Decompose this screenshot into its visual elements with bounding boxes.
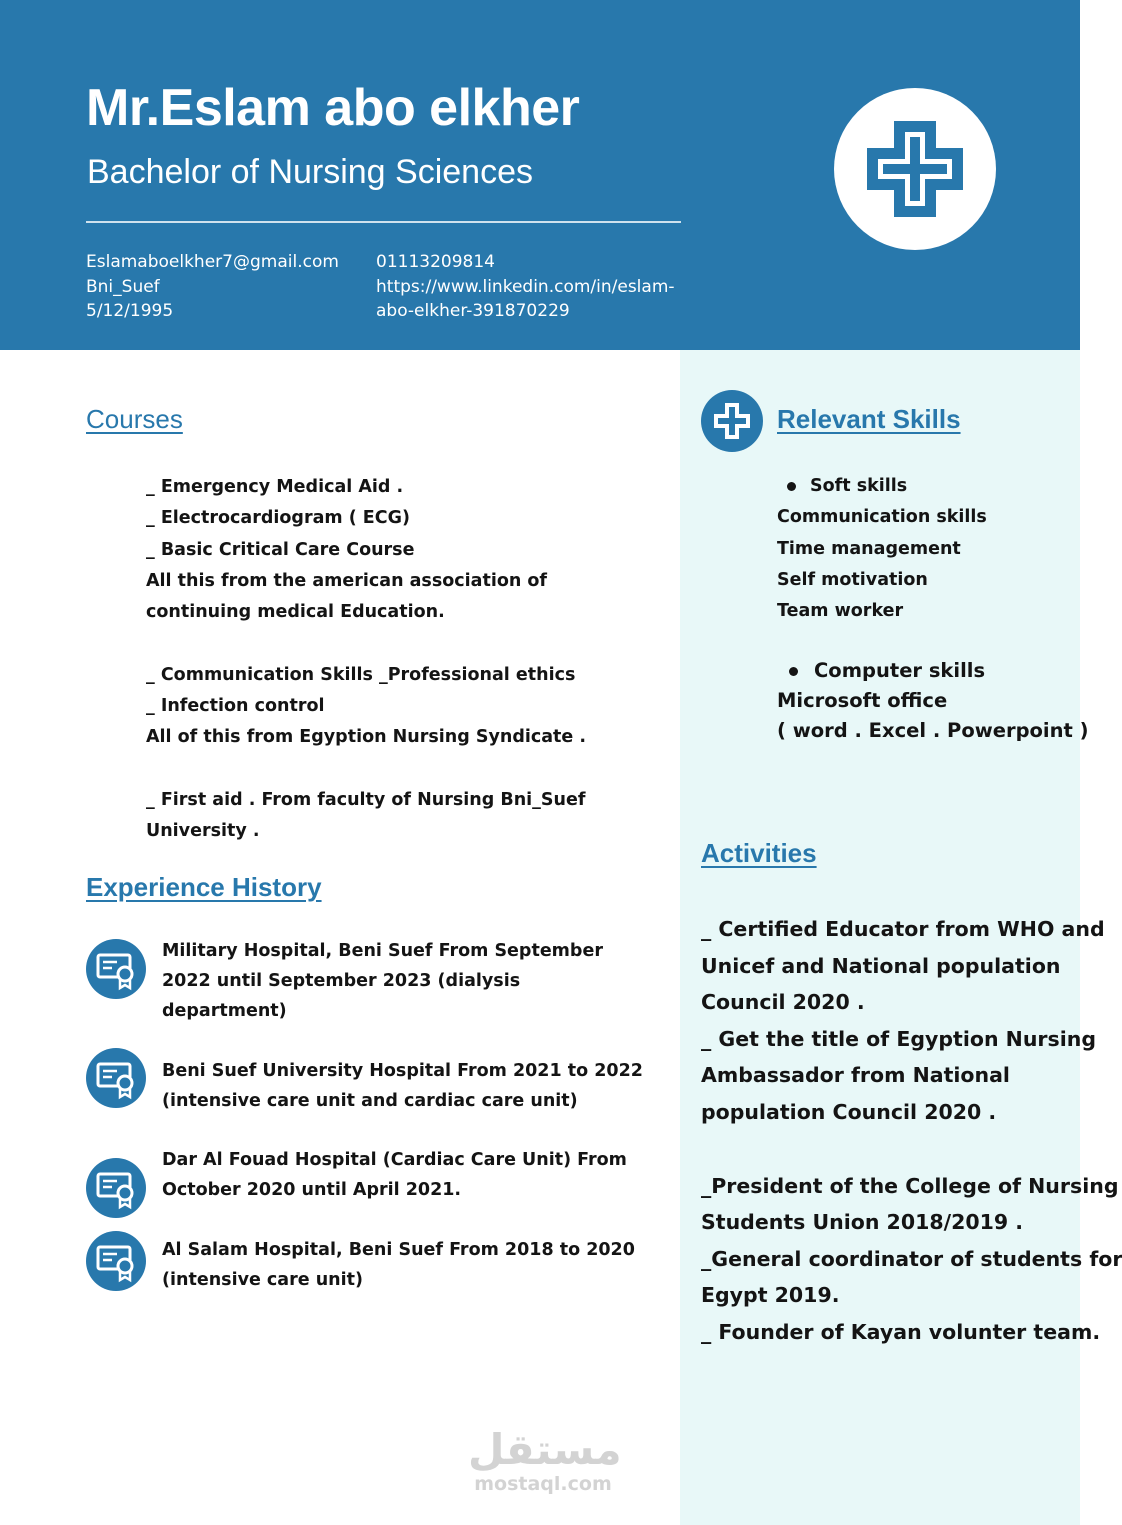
experience-line: Beni Suef University Hospital From 2021 to 2022 [162, 1061, 643, 1081]
course-line: _ Electrocardiogram ( ECG) [146, 508, 410, 529]
location-text: Bni_Suef [86, 276, 160, 297]
course-gap [146, 754, 616, 785]
experience-text [162, 1235, 635, 1295]
course-line: All this from the american association of [146, 570, 548, 591]
experience-line: October 2020 until April 2021. [162, 1180, 462, 1200]
course-line: _ Infection control [146, 696, 325, 717]
experience-line: Dar Al Fouad Hospital (Cardiac Care Unit) From [162, 1150, 627, 1170]
watermark-url: mostaql.com [474, 1473, 612, 1495]
activities-heading: Activities [701, 838, 817, 868]
activity-line: _ Get the title of Egyption Nursing [701, 1026, 1097, 1051]
course-line: All of this from Egyption Nursing Syndicate . [146, 727, 587, 748]
activity-line: Egypt 2019. [701, 1283, 840, 1308]
course-line: _ First aid . From faculty of Nursing Bni_Suef [146, 789, 586, 810]
course-line: _ Basic Critical Care Course [146, 539, 415, 560]
activity-line: _ Certified Educator from WHO and [701, 917, 1105, 941]
courses-list [146, 472, 616, 848]
activity-line: Council 2020 . [701, 990, 865, 1015]
course-line: University . [146, 821, 260, 842]
skill-item: Communication skills [777, 507, 987, 528]
experience-line: Al Salam Hospital, Beni Suef From 2018 to 2020 [162, 1240, 635, 1260]
phone-text: 01113209814 [376, 252, 495, 272]
experience-line: 2022 until September 2023 (dialysis [162, 971, 521, 991]
contact-right [376, 250, 676, 324]
activity-line: Unicef and National population [701, 953, 1061, 978]
experience-line: Military Hospital, Beni Suef From September [162, 941, 603, 961]
course-line: _ Emergency Medical Aid . [146, 477, 404, 497]
experience-text [162, 936, 632, 1026]
experience-line: department) [162, 1001, 287, 1021]
certificate-icon [86, 1231, 146, 1291]
skills-list [777, 471, 1089, 746]
linkedin-text-cont: abo-elkher-391870229 [376, 301, 570, 321]
birthdate-text: 5/12/1995 [86, 301, 174, 321]
experience-text [162, 1056, 643, 1116]
watermark-logo: مستقل [468, 1425, 622, 1474]
skill-item: ( word . Excel . Powerpoint ) [777, 719, 1089, 743]
person-name: Mr.Eslam abo elkher [86, 79, 580, 137]
email-text: Eslamaboelkher7@gmail.com [86, 252, 339, 272]
skill-item: Time management [777, 538, 961, 559]
certificate-icon [86, 1048, 146, 1108]
activity-line: Students Union 2018/2019 . [701, 1210, 1024, 1235]
skills-heading: Relevant Skills [777, 404, 961, 434]
course-gap [146, 628, 616, 659]
computer-skills-heading: Computer skills [777, 656, 1077, 686]
soft-skills-heading: Soft skills [777, 471, 1077, 502]
experience-text [162, 1145, 632, 1205]
certificate-icon [86, 939, 146, 999]
job-title: Bachelor of Nursing Sciences [87, 153, 534, 191]
activities-list [701, 911, 1122, 1351]
linkedin-text: https://www.linkedin.com/in/eslam- [376, 276, 675, 297]
activity-line: population Council 2020 . [701, 1099, 997, 1124]
medical-cross-icon [834, 88, 996, 250]
header-divider [86, 221, 681, 223]
experience-heading: Experience History [86, 872, 322, 902]
activity-line: _President of the College of Nursing [701, 1173, 1119, 1198]
activity-line: Ambassador from National [701, 1063, 1010, 1088]
skill-item: Microsoft office [777, 689, 948, 713]
course-line: continuing medical Education. [146, 602, 445, 623]
experience-line: (intensive care unit and cardiac care unit) [162, 1091, 578, 1111]
activity-line: _General coordinator of students for [701, 1246, 1122, 1271]
medical-cross-icon [701, 390, 763, 452]
skill-item: Team worker [777, 601, 904, 622]
contact-left [86, 250, 339, 324]
activity-gap [701, 1131, 1079, 1168]
skills-gap [777, 627, 1077, 656]
certificate-icon [86, 1158, 146, 1218]
skill-item: Self motivation [777, 569, 928, 590]
experience-line: (intensive care unit) [162, 1270, 363, 1290]
courses-heading: Courses [86, 404, 183, 434]
watermark [468, 1425, 622, 1495]
activity-line: _ Founder of Kayan volunter team. [701, 1319, 1101, 1344]
header-banner [0, 0, 1080, 350]
course-line: _ Communication Skills _Professional ethics [146, 664, 576, 685]
